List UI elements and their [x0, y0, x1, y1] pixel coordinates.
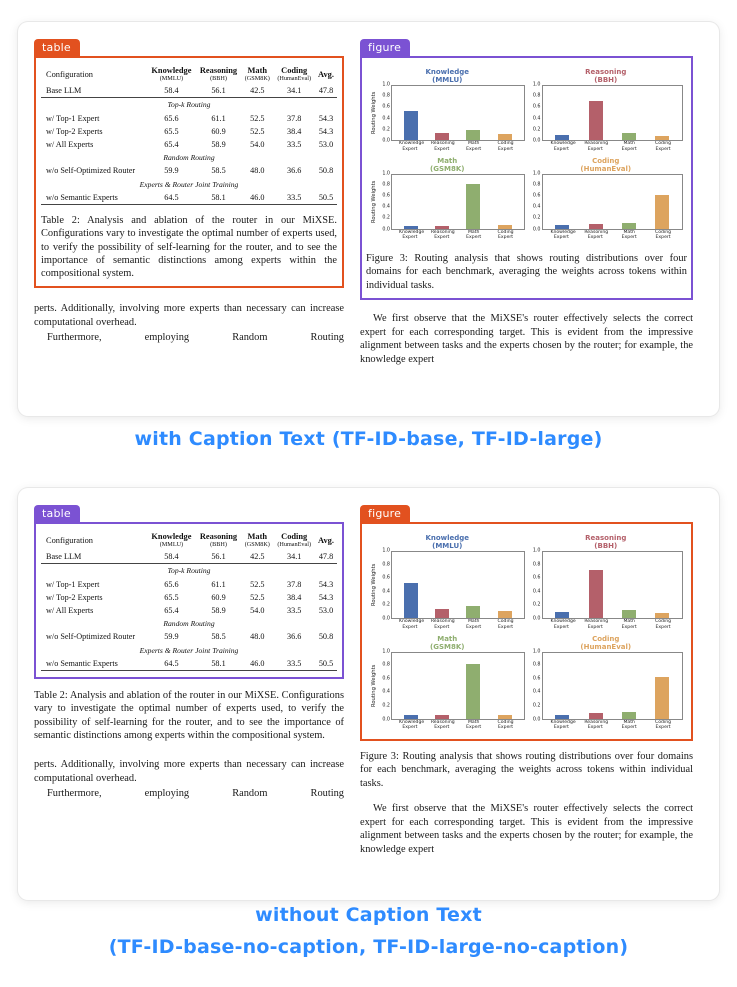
- right-body-para-bottom: We first observe that the MiXSE's router effectively selects the correct expert for each corresponding target. This is evident from the impressive alignment between tasks and the experts chosen by the router; for example, the knowledge expert: [360, 803, 693, 855]
- bar: [435, 226, 449, 229]
- table-row: w/ Top-1 Expert 65.6 61.1 52.5 37.8 54.3: [46, 113, 334, 123]
- table-group-row: Random Routing: [163, 619, 215, 629]
- bar-group: [543, 175, 683, 229]
- subplot-body: [370, 82, 525, 144]
- table-header-coding: Coding (HumanEval): [277, 532, 312, 549]
- table-header-coding: Coding (HumanEval): [277, 66, 312, 83]
- table-row: w/o Self-Optimized Router 59.9 58.5 48.0 36.6 50.8: [46, 166, 334, 176]
- bar: [466, 130, 480, 140]
- subplot-body: [529, 171, 684, 233]
- bar: [498, 611, 512, 618]
- x-axis-labels: Knowledge Expert Reasoning Expert Math Expert Coding Expert: [398, 619, 514, 630]
- subplot-reasoning-bottom: [529, 534, 684, 631]
- bar: [498, 134, 512, 140]
- table-row: w/ All Experts 65.4 58.9 54.0 33.5 53.0: [46, 606, 334, 616]
- x-axis-labels: Knowledge Expert Reasoning Expert Math Expert Coding Expert: [550, 141, 672, 152]
- y-axis-ticks: 1.0 0.8 0.6 0.4 0.2 0.0: [382, 171, 390, 233]
- table-row: w/ Top-2 Experts 65.5 60.9 52.5 38.4 54.3: [46, 126, 334, 136]
- bar: [555, 135, 569, 140]
- bar: [435, 715, 449, 718]
- y-axis-ticks: 1.0 0.8 0.6 0.4 0.2 0.0: [532, 649, 541, 723]
- bar: [589, 224, 603, 229]
- table-header-knowledge: Knowledge (MMLU): [151, 66, 192, 83]
- x-axis-labels: Knowledge Expert Reasoning Expert Math Expert Coding Expert: [398, 141, 514, 152]
- plot-area: [542, 652, 684, 720]
- bar: [498, 715, 512, 719]
- bar: [589, 570, 603, 618]
- right-column-top: [360, 36, 693, 402]
- right-body-para-top: We first observe that the MiXSE's router effectively selects the correct expert for each corresponding target. This is evident from the impressive alignment between tasks and the experts chosen by the router; for example, the knowledge expert: [360, 313, 693, 365]
- bar: [655, 613, 669, 618]
- left-column-bottom: [34, 502, 344, 886]
- table-header-knowledge: Knowledge (MMLU): [151, 532, 192, 549]
- plot-area: [391, 85, 525, 141]
- subplot-body: [370, 171, 525, 233]
- plot-area: [391, 652, 525, 720]
- bar: [555, 715, 569, 719]
- subplot-title: Math (GSM8K): [430, 634, 465, 651]
- screenshot-panel-without-caption: [18, 488, 719, 900]
- bar: [404, 226, 418, 229]
- table-row: w/ Top-1 Expert 65.6 61.1 52.5 37.8 54.3: [46, 579, 334, 589]
- screenshot-panel-with-caption: [18, 22, 719, 416]
- subplot-knowledge-top: [370, 68, 525, 153]
- bar: [466, 606, 480, 619]
- left-body-para2-bottom: Furthermore, employing Random Routing: [47, 788, 344, 800]
- table-row: w/o Semantic Experts 64.5 58.1 46.0 33.5 50.5: [41, 657, 337, 671]
- subplot-coding-bottom: [529, 635, 684, 732]
- x-axis-labels: Knowledge Expert Reasoning Expert Math Expert Coding Expert: [550, 619, 672, 630]
- figure-subplot-grid-bottom: [370, 534, 683, 731]
- panel-content-bottom: [18, 488, 719, 900]
- table-row: Base LLM 58.4 56.1 42.5 34.1 47.8: [41, 84, 337, 98]
- subplot-math-top: [370, 157, 525, 242]
- subplot-coding-top: [529, 157, 684, 242]
- y-axis-ticks: 1.0 0.8 0.6 0.4 0.2 0.0: [382, 82, 390, 144]
- two-column-layout-bottom: [34, 502, 703, 886]
- left-body-para2-top: Furthermore, employing Random Routing: [47, 332, 344, 344]
- table-tag-label-bottom: table: [34, 505, 80, 523]
- subplot-body: [370, 548, 525, 622]
- table-tag-label-top: table: [34, 39, 80, 57]
- table-group-row: Experts & Router Joint Training: [139, 179, 239, 189]
- bar: [622, 610, 636, 619]
- table-header-row: [41, 530, 337, 550]
- two-column-layout-top: [34, 36, 703, 402]
- table-caption-bottom: Table 2: Analysis and ablation of the router in our MiXSE. Configurations vary to investigate the optimal number of experts used, to verify the possibility of self-learning for the router, and to see the importance of semantic distinctions among experts within the compositional system.: [34, 689, 344, 741]
- table-header-reasoning: Reasoning (BBH): [199, 532, 238, 549]
- subplot-body: [529, 548, 684, 622]
- figure-image-top: [366, 63, 687, 244]
- figure-tag-label-top: figure: [360, 39, 410, 57]
- subplot-body: [529, 649, 684, 723]
- subplot-title: Knowledge (MMLU): [425, 534, 470, 551]
- y-axis-ticks: 1.0 0.8 0.6 0.4 0.2 0.0: [382, 649, 390, 723]
- figure-subplot-grid-top: [370, 68, 683, 241]
- table-row: w/ Top-2 Experts 65.5 60.9 52.5 38.4 54.3: [46, 592, 334, 602]
- subplot-math-bottom: [370, 635, 525, 732]
- bar: [655, 677, 669, 719]
- subplot-body: [529, 82, 684, 144]
- y-axis-label: Routing Weights: [371, 664, 377, 707]
- subplot-body: [370, 649, 525, 723]
- table-group-row: Random Routing: [163, 153, 215, 163]
- bar: [589, 713, 603, 719]
- table-row: w/o Semantic Experts 64.5 58.1 46.0 33.5 50.5: [41, 191, 337, 205]
- bar-group: [392, 552, 524, 618]
- bar: [435, 133, 449, 141]
- results-table-top: [41, 64, 337, 205]
- table-header-config: Configuration: [46, 69, 93, 79]
- bar: [555, 612, 569, 618]
- subplot-title: Math (GSM8K): [430, 156, 465, 173]
- bar: [435, 609, 449, 618]
- bar-group: [543, 552, 683, 618]
- panel-content-top: [18, 22, 719, 416]
- plot-area: [391, 551, 525, 619]
- figure-caption-bottom: Figure 3: Routing analysis that shows routing distributions over four domains for each benchmark, averaging the weights across tokens within individual tasks.: [360, 751, 693, 789]
- x-axis-labels: Knowledge Expert Reasoning Expert Math Expert Coding Expert: [550, 719, 672, 731]
- bar: [404, 715, 418, 718]
- subplot-title: Reasoning (BBH): [585, 534, 627, 551]
- table-detection-box-top: [34, 41, 344, 288]
- results-table-bottom: [41, 530, 337, 671]
- x-axis-labels: Knowledge Expert Reasoning Expert Math Expert Coding Expert: [398, 229, 514, 241]
- bar: [466, 664, 480, 719]
- subplot-title: Reasoning (BBH): [585, 68, 627, 85]
- figure-image-bottom: [366, 529, 687, 734]
- table-header-config: Configuration: [46, 535, 93, 545]
- subplot-title: Coding (HumanEval): [580, 634, 632, 651]
- left-body-para1-bottom: perts. Additionally, involving more experts than necessary can increase computational overhead.: [34, 759, 344, 784]
- bar: [655, 136, 669, 140]
- y-axis-label: Routing Weights: [371, 180, 377, 223]
- bar: [466, 184, 480, 229]
- table-header-math: Math (GSM8K): [244, 66, 270, 83]
- table-detection-box-bottom: [34, 507, 344, 679]
- table-header-reasoning: Reasoning (BBH): [199, 66, 238, 83]
- bar-group: [392, 86, 524, 140]
- y-axis-label: Routing Weights: [371, 563, 377, 607]
- y-axis-label: Routing Weights: [371, 91, 377, 135]
- bar: [404, 111, 418, 140]
- bar-group: [392, 175, 524, 229]
- right-column-bottom: [360, 502, 693, 886]
- table-row: w/o Self-Optimized Router 59.9 58.5 48.0 36.6 50.8: [46, 632, 334, 642]
- y-axis-ticks: 1.0 0.8 0.6 0.4 0.2 0.0: [532, 548, 541, 622]
- table-header-row: [41, 64, 337, 84]
- annotation-with-caption: with Caption Text (TF-ID-base, TF-ID-large): [134, 428, 603, 450]
- annotation-without-caption-line2: (TF-ID-base-no-caption, TF-ID-large-no-caption): [108, 936, 629, 958]
- table-header-avg: Avg.: [318, 69, 334, 79]
- figure-detection-box-top: [360, 41, 693, 300]
- bar-group: [543, 86, 683, 140]
- left-column-top: [34, 36, 344, 402]
- table-row: Base LLM 58.4 56.1 42.5 34.1 47.8: [41, 550, 337, 564]
- y-axis-ticks: 1.0 0.8 0.6 0.4 0.2 0.0: [382, 548, 390, 622]
- bar: [404, 583, 418, 618]
- bar: [622, 223, 636, 228]
- table-row: w/ All Experts 65.4 58.9 54.0 33.5 53.0: [46, 140, 334, 150]
- y-axis-ticks: 1.0 0.8 0.6 0.4 0.2 0.0: [532, 171, 541, 233]
- table-caption-top: Table 2: Analysis and ablation of the router in our MiXSE. Configurations vary to investigate the optimal number of experts used, to verify the possibility of self-learning for the router, and to see the importance of semantic distinctions among experts within the compositional system.: [41, 214, 337, 280]
- plot-area: [542, 85, 684, 141]
- annotation-without-caption-line1: without Caption Text: [255, 904, 482, 926]
- figure-tag-label-bottom: figure: [360, 505, 410, 523]
- plot-area: [542, 551, 684, 619]
- bar: [498, 225, 512, 228]
- left-body-para1-top: perts. Additionally, involving more experts than necessary can increase computational overhead.: [34, 303, 344, 328]
- table-group-row: Top-k Routing: [167, 566, 211, 576]
- subplot-title: Coding (HumanEval): [580, 156, 632, 173]
- bar: [655, 195, 669, 229]
- figure-detection-box-bottom: [360, 507, 693, 741]
- x-axis-labels: Knowledge Expert Reasoning Expert Math Expert Coding Expert: [550, 229, 672, 241]
- subplot-knowledge-bottom: [370, 534, 525, 631]
- plot-area: [391, 174, 525, 230]
- table-header-math: Math (GSM8K): [244, 532, 270, 549]
- bar: [622, 133, 636, 140]
- bar: [589, 101, 603, 140]
- x-axis-labels: Knowledge Expert Reasoning Expert Math Expert Coding Expert: [398, 719, 514, 731]
- bar: [555, 225, 569, 228]
- table-group-row: Experts & Router Joint Training: [139, 645, 239, 655]
- bar: [622, 712, 636, 719]
- table-group-row: Top-k Routing: [167, 100, 211, 110]
- subplot-reasoning-top: [529, 68, 684, 153]
- plot-area: [542, 174, 684, 230]
- bar-group: [392, 653, 524, 719]
- table-header-avg: Avg.: [318, 535, 334, 545]
- bar-group: [543, 653, 683, 719]
- figure-caption-top: Figure 3: Routing analysis that shows routing distributions over four domains for each benchmark, averaging the weights across tokens within individual tasks.: [366, 253, 687, 291]
- y-axis-ticks: 1.0 0.8 0.6 0.4 0.2 0.0: [532, 82, 541, 144]
- subplot-title: Knowledge (MMLU): [425, 68, 470, 85]
